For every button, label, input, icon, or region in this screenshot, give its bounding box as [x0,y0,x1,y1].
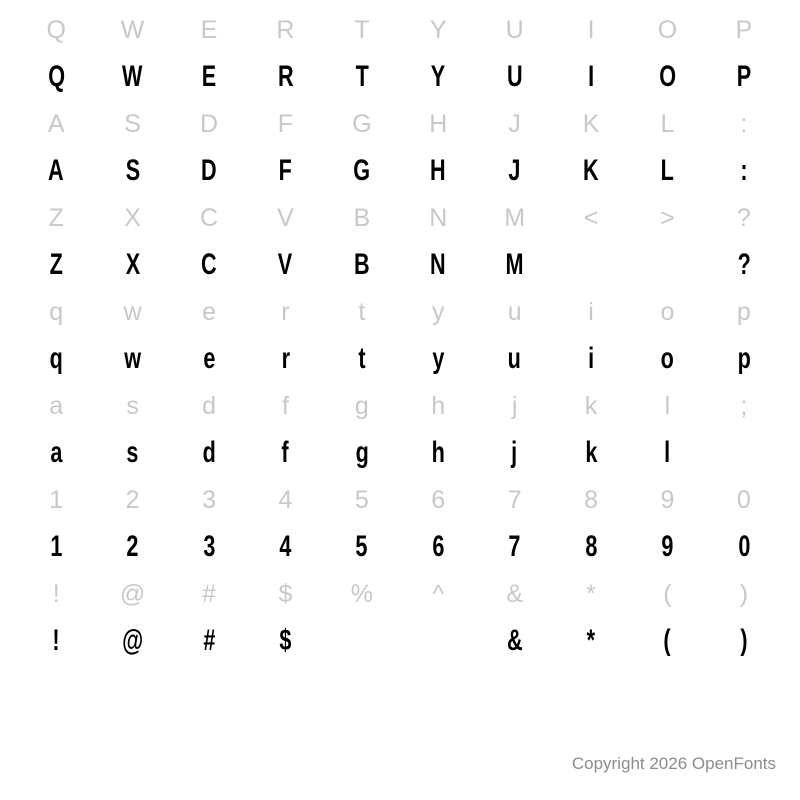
key-cell [706,288,782,336]
key-cell [324,100,400,148]
glyph-char: 4 [279,530,292,563]
key-char: W [120,15,145,44]
glyph-char: O [659,60,676,93]
key-cell [94,476,170,524]
glyph-char: h [431,436,445,469]
glyph-row [0,148,800,194]
key-cell [94,6,170,54]
key-char: S [124,109,141,138]
key-cell [94,570,170,618]
glyph-cell [94,336,170,382]
glyph-cell [400,242,476,288]
key-cell [553,570,629,618]
key-char: B [353,203,371,232]
glyph-char: J [508,154,521,187]
glyph-char: # [203,624,216,657]
key-char: M [504,203,526,232]
glyph-cell [94,430,170,476]
glyph-cell [553,524,629,570]
glyph-char: B [354,248,370,281]
glyph-char: ( [663,624,672,657]
glyph-cell [706,148,782,194]
glyph-cell [706,618,782,664]
key-char: & [506,579,523,608]
glyph-char: W [122,60,143,93]
glyph-char: 2 [126,530,139,563]
key-char: D [199,109,219,138]
glyph-cell [94,618,170,664]
glyph-char: 0 [737,530,750,563]
glyph-cell [476,148,552,194]
glyph-char: w [124,342,142,375]
glyph-cell [247,618,323,664]
key-cell [400,382,476,430]
glyph-char: ! [52,624,60,657]
glyph-cell [324,336,400,382]
key-cell [476,570,552,618]
key-char: A [47,109,65,138]
glyph-char: u [508,342,522,375]
key-char: 2 [125,485,140,514]
glyph-char: V [278,248,293,281]
glyph-char: D [201,154,217,187]
key-char: K [582,109,600,138]
glyph-cell [400,618,476,664]
key-cell [553,6,629,54]
key-cell [400,570,476,618]
key-cell [247,194,323,242]
key-char: 9 [660,485,675,514]
key-row [0,288,800,336]
glyph-cell [706,336,782,382]
key-cell [94,100,170,148]
glyph-char: & [506,624,523,657]
glyph-char: $ [279,624,292,657]
glyph-cell [171,54,247,100]
key-char: < [583,203,599,232]
glyph-cell [324,430,400,476]
glyph-cell [629,148,705,194]
glyph-char: t [358,342,366,375]
glyph-char: g [355,436,369,469]
glyph-char: s [126,436,139,469]
key-row [0,194,800,242]
key-char: j [511,391,518,420]
key-char: > [660,203,675,232]
key-cell [171,382,247,430]
glyph-char: * [586,624,596,657]
key-cell [706,570,782,618]
key-cell [94,194,170,242]
glyph-cell [94,242,170,288]
key-char: 1 [49,485,64,514]
key-cell [629,194,705,242]
glyph-char: A [48,154,64,187]
glyph-cell [706,54,782,100]
key-char: I [587,15,595,44]
glyph-cell [629,54,705,100]
glyph-char: k [585,436,598,469]
key-char: X [124,203,141,232]
glyph-cell [629,524,705,570]
glyph-cell [706,242,782,288]
glyph-char: G [353,154,371,187]
glyph-char: N [430,248,447,281]
key-cell [324,476,400,524]
glyph-cell [171,148,247,194]
key-row [0,476,800,524]
glyph-cell [18,618,94,664]
key-cell [171,476,247,524]
key-cell [629,476,705,524]
glyph-cell [706,430,782,476]
glyph-cell [18,336,94,382]
glyph-char: P [736,60,752,93]
glyph-char: K [583,154,599,187]
key-char: V [277,203,294,232]
key-char: g [354,391,369,420]
glyph-cell [400,524,476,570]
glyph-cell [476,524,552,570]
key-char: e [202,297,216,326]
key-cell [247,570,323,618]
glyph-char: r [281,342,290,375]
glyph-cell [171,618,247,664]
glyph-char: ) [740,624,748,657]
key-char: R [276,15,295,44]
key-cell [247,100,323,148]
glyph-char: U [506,60,523,93]
key-cell [706,6,782,54]
glyph-char: Z [49,248,63,281]
key-cell [476,288,552,336]
glyph-cell [247,524,323,570]
key-char: o [660,297,675,326]
key-char: O [657,15,678,44]
glyph-char: q [49,342,63,375]
glyph-cell [400,336,476,382]
glyph-char: j [511,436,518,469]
key-char: C [199,203,219,232]
key-char: p [736,297,751,326]
glyph-cell [629,618,705,664]
glyph-char: 9 [661,530,674,563]
key-char: q [49,297,64,326]
key-char: ? [736,203,751,232]
key-char: u [507,297,522,326]
glyph-cell [400,54,476,100]
key-cell [629,288,705,336]
key-char: y [431,297,445,326]
key-char: P [735,15,753,44]
glyph-cell [247,242,323,288]
key-cell [18,6,94,54]
key-char: J [508,109,521,138]
key-char: 3 [202,485,216,514]
glyph-cell [476,54,552,100]
key-char: w [123,297,142,326]
key-row [0,382,800,430]
glyph-char: 1 [50,530,63,563]
glyph-row [0,242,800,288]
key-cell [18,288,94,336]
glyph-char: e [203,342,216,375]
key-cell [553,194,629,242]
key-cell [247,476,323,524]
glyph-cell [324,242,400,288]
glyph-cell [706,524,782,570]
key-cell [476,382,552,430]
key-cell [476,100,552,148]
glyph-cell [553,618,629,664]
glyph-char: S [125,154,140,187]
glyph-cell [324,524,400,570]
key-cell [18,570,94,618]
glyph-cell [18,148,94,194]
glyph-cell [171,430,247,476]
glyph-cell [476,618,552,664]
copyright-notice: Copyright 2026 OpenFonts [571,754,776,773]
key-cell [706,100,782,148]
glyph-char: f [281,436,290,469]
key-cell [553,476,629,524]
glyph-cell [171,524,247,570]
key-char: d [202,391,216,420]
glyph-char: o [660,342,675,375]
glyph-char: F [278,154,293,187]
glyph-char: T [355,60,369,93]
key-char: t [358,297,366,326]
glyph-cell [171,242,247,288]
key-cell [324,194,400,242]
key-char: ) [739,579,749,608]
key-char: f [281,391,289,420]
glyph-char: 6 [432,530,445,563]
glyph-cell [553,242,629,288]
key-cell [18,476,94,524]
key-char: Z [48,203,64,232]
glyph-cell [629,336,705,382]
key-cell [171,194,247,242]
glyph-cell [94,524,170,570]
glyph-char: L [660,154,675,187]
key-char: Q [46,15,66,44]
key-char: * [586,579,596,608]
key-char: ; [740,391,748,420]
key-char: 5 [354,485,369,514]
key-char: : [740,109,748,138]
key-cell [171,6,247,54]
key-cell [476,6,552,54]
key-cell [324,382,400,430]
key-row [0,570,800,618]
glyph-char: : [740,154,748,187]
key-cell [18,194,94,242]
key-cell [324,6,400,54]
glyph-cell [476,242,552,288]
key-row [0,6,800,54]
key-char: $ [278,579,293,608]
glyph-cell [629,242,705,288]
glyph-char: @ [122,624,144,657]
key-char: G [352,109,372,138]
glyph-cell [553,54,629,100]
glyph-cell [400,148,476,194]
key-cell [400,6,476,54]
glyph-char: H [430,154,447,187]
glyph-char: R [277,60,294,93]
glyph-cell [324,618,400,664]
glyph-char: i [588,342,595,375]
glyph-char: a [50,436,63,469]
key-cell [247,288,323,336]
key-char: 4 [278,485,293,514]
glyph-cell [324,148,400,194]
key-char: % [350,579,373,608]
key-cell [171,100,247,148]
key-char: l [664,391,671,420]
key-char: ! [52,579,60,608]
glyph-char: y [432,342,445,375]
glyph-char: ? [737,248,751,281]
key-char: 0 [736,485,751,514]
key-char: a [49,391,64,420]
glyph-cell [476,430,552,476]
key-cell [553,100,629,148]
key-cell [247,6,323,54]
key-cell [476,476,552,524]
glyph-char: E [201,60,217,93]
key-cell [400,100,476,148]
key-char: ^ [432,579,445,608]
key-char: @ [119,579,146,608]
glyph-char: M [505,248,524,281]
key-cell [400,288,476,336]
key-cell [706,194,782,242]
glyph-cell [94,148,170,194]
key-char: L [660,109,675,138]
glyph-row [0,54,800,100]
key-cell [629,100,705,148]
glyph-char: Q [47,60,65,93]
key-cell [247,382,323,430]
glyph-cell [553,336,629,382]
key-cell [94,288,170,336]
glyph-cell [247,336,323,382]
glyph-cell [18,524,94,570]
key-cell [171,570,247,618]
glyph-cell [553,430,629,476]
glyph-row [0,524,800,570]
glyph-row [0,618,800,664]
key-cell [324,288,400,336]
glyph-cell [476,336,552,382]
key-cell [18,382,94,430]
glyph-char: 8 [585,530,598,563]
glyph-char: I [588,60,595,93]
key-cell [706,382,782,430]
key-char: E [200,15,218,44]
key-char: s [126,391,139,420]
key-cell [629,6,705,54]
key-char: H [429,109,448,138]
glyph-char: Y [431,60,446,93]
glyph-cell [629,430,705,476]
glyph-cell [247,430,323,476]
glyph-cell [18,242,94,288]
glyph-cell [171,336,247,382]
glyph-cell [18,54,94,100]
glyph-char: l [664,436,671,469]
glyph-char: p [737,342,751,375]
key-char: h [431,391,446,420]
glyph-cell [94,54,170,100]
key-char: T [354,15,370,44]
key-char: k [584,391,598,420]
key-cell [629,570,705,618]
glyph-cell [324,54,400,100]
key-char: N [429,203,448,232]
key-cell [94,382,170,430]
glyph-cell [247,54,323,100]
key-char: i [588,297,594,326]
glyph-cell [247,148,323,194]
key-cell [476,194,552,242]
key-cell [553,382,629,430]
glyph-char: 3 [203,530,216,563]
glyph-char: d [202,436,216,469]
key-char: ( [663,579,672,608]
glyph-char: X [125,248,140,281]
key-char: 7 [507,485,522,514]
key-char: r [281,297,290,326]
glyph-char: 7 [508,530,521,563]
glyph-cell [553,148,629,194]
key-cell [324,570,400,618]
key-cell [18,100,94,148]
glyph-row [0,336,800,382]
key-cell [553,288,629,336]
glyph-row [0,430,800,476]
key-char: U [505,15,524,44]
key-char: Y [429,15,447,44]
key-cell [706,476,782,524]
key-char: 6 [431,485,446,514]
key-char: # [202,579,216,608]
glyph-cell [18,430,94,476]
key-char: F [277,109,294,138]
key-cell [629,382,705,430]
key-cell [171,288,247,336]
glyph-char: C [201,248,217,281]
key-char: 8 [584,485,598,514]
key-row [0,100,800,148]
glyph-char: 5 [355,530,368,563]
key-cell [400,476,476,524]
glyph-cell [400,430,476,476]
key-cell [400,194,476,242]
